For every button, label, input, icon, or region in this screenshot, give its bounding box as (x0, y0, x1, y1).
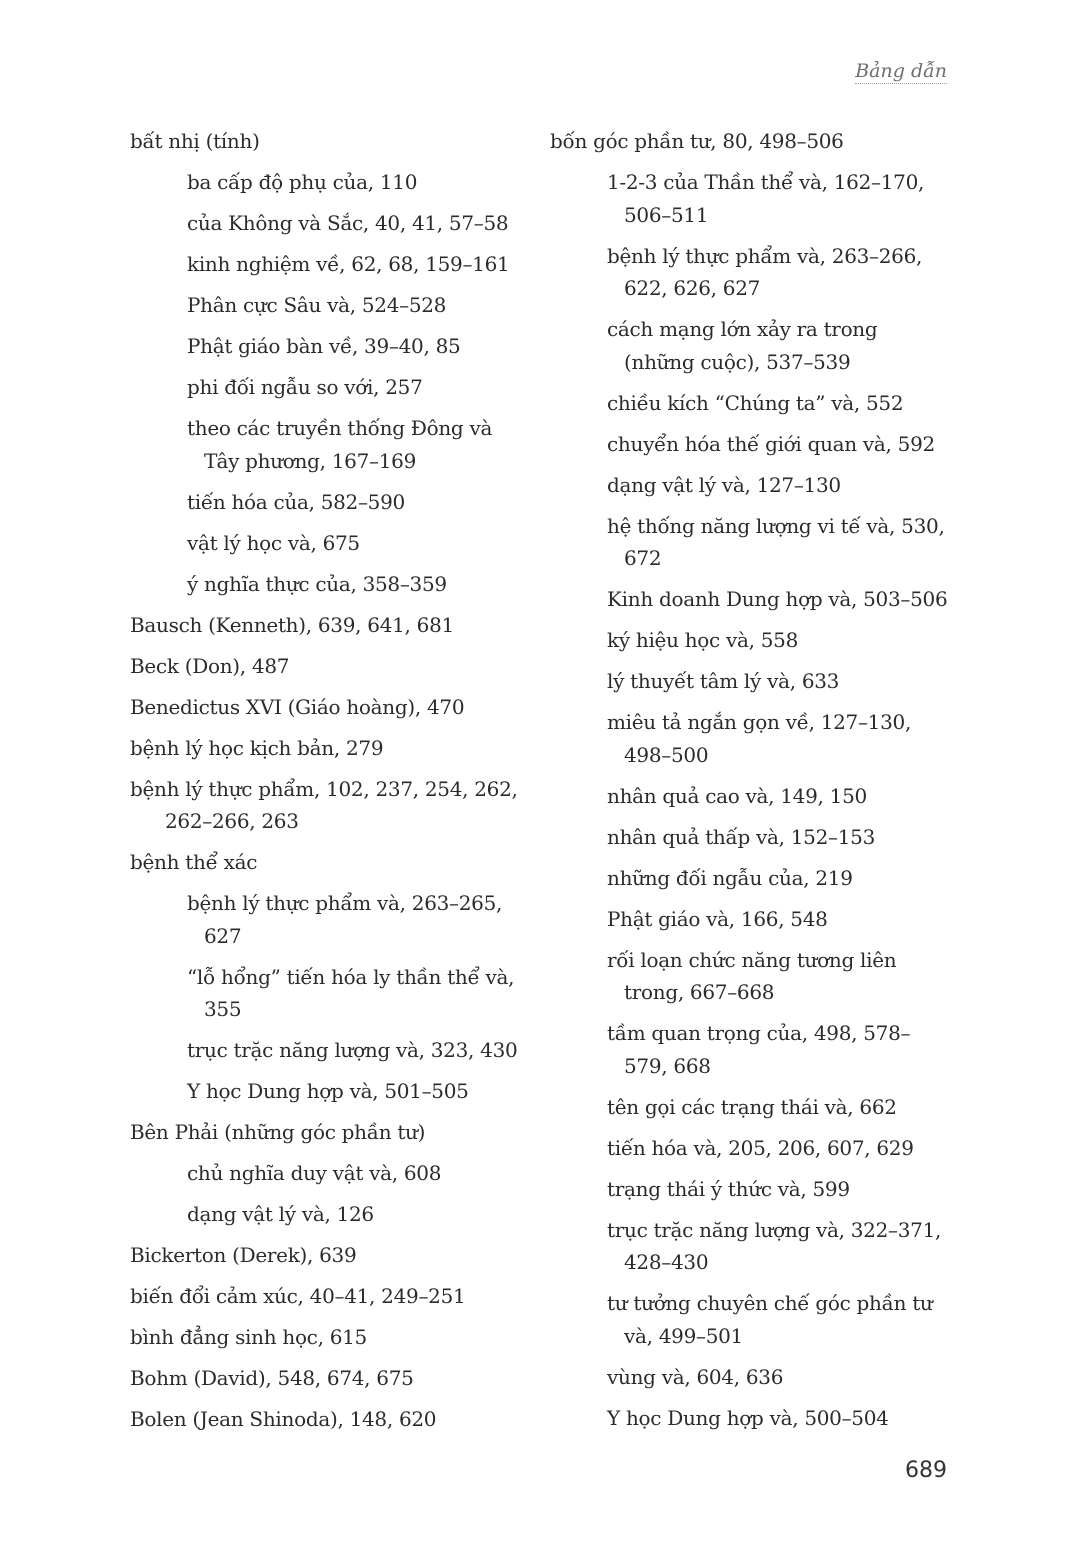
index-subentry: những đối ngẫu của, 219 (607, 865, 853, 890)
index-subentry: hệ thống năng lượng vi tế và, 530, 672 (607, 513, 945, 570)
index-entry: Bên Phải (những góc phần tư) (130, 1120, 426, 1144)
index-subentry: ký hiệu học và, 558 (607, 628, 799, 652)
index-entry: Bohm (David), 548, 674, 675 (130, 1366, 414, 1390)
index-subentry: tên gọi các trạng thái và, 662 (607, 1094, 897, 1119)
index-subentry: 1-2-3 của Thần thể và, 162–170, 506–511 (607, 170, 925, 227)
index-subentry: trục trặc năng lượng và, 323, 430 (187, 1038, 518, 1062)
index-subentry: ba cấp độ phụ của, 110 (187, 170, 418, 194)
index-entry: bất nhị (tính) (130, 129, 260, 153)
index-entry: biến đổi cảm xúc, 40–41, 249–251 (130, 1284, 466, 1308)
running-head: Bảng dẫn (855, 60, 947, 82)
index-subentry: rối loạn chức năng tương liên trong, 667–668 (607, 947, 897, 1004)
index-entry: bốn góc phần tư, 80, 498–506 (550, 129, 844, 153)
index-subentry: vật lý học và, 675 (187, 530, 360, 555)
index-subentry: vùng và, 604, 636 (607, 1364, 784, 1389)
index-subentry: Kinh doanh Dung hợp và, 503–506 (607, 587, 948, 611)
index-subentry: tầm quan trọng của, 498, 578–579, 668 (607, 1021, 911, 1078)
index-subentry: phi đối ngẫu so với, 257 (187, 375, 423, 399)
index-subentry: của Không và Sắc, 40, 41, 57–58 (187, 211, 509, 235)
index-subentry: Phật giáo bàn về, 39–40, 85 (187, 334, 461, 358)
index-subentry: nhân quả cao và, 149, 150 (607, 783, 867, 808)
index-entry: Bickerton (Derek), 639 (130, 1243, 357, 1267)
index-subentry: Phật giáo và, 166, 548 (607, 906, 828, 931)
index-subentry: ý nghĩa thực của, 358–359 (187, 571, 447, 596)
index-column-left (130, 125, 520, 1444)
index-subentry: tư tưởng chuyên chế góc phần tư và, 499–501 (607, 1291, 933, 1348)
index-subentry: cách mạng lớn xảy ra trong (những cuộc), 537–539 (607, 317, 878, 374)
page-number: 689 (905, 1458, 947, 1483)
index-subentry: trạng thái ý thức và, 599 (607, 1176, 850, 1201)
index-subentry: Phân cực Sâu và, 524–528 (187, 293, 447, 317)
index-subentry: chiều kích “Chúng ta” và, 552 (607, 390, 904, 415)
index-entry: Beck (Don), 487 (130, 653, 290, 678)
index-entry: bệnh lý học kịch bản, 279 (130, 735, 384, 760)
index-entry: Bolen (Jean Shinoda), 148, 620 (130, 1407, 437, 1431)
index-subentry: bệnh lý thực phẩm và, 263–265, 627 (187, 891, 503, 948)
index-subentry: nhân quả thấp và, 152–153 (607, 824, 876, 849)
index-subentry: dạng vật lý và, 126 (187, 1202, 374, 1226)
index-entry: Bausch (Kenneth), 639, 641, 681 (130, 612, 454, 637)
index-subentry: chuyển hóa thế giới quan và, 592 (607, 431, 935, 456)
index-entry: bệnh lý thực phẩm, 102, 237, 254, 262, 262–266, 263 (130, 776, 518, 833)
index-subentry: kinh nghiệm về, 62, 68, 159–161 (187, 252, 510, 276)
index-entry: bệnh thể xác (130, 850, 258, 874)
index-subentry: dạng vật lý và, 127–130 (607, 472, 841, 497)
index-subentry: theo các truyền thống Đông và Tây phương, 167–169 (187, 416, 493, 473)
index-subentry: bệnh lý thực phẩm và, 263–266, 622, 626, 627 (607, 243, 923, 300)
index-subentry: “lỗ hổng” tiến hóa ly thần thể và, 355 (187, 964, 515, 1021)
index-subentry: chủ nghĩa duy vật và, 608 (187, 1161, 442, 1185)
index-column-right (550, 125, 950, 1443)
index-subentry: Y học Dung hợp và, 501–505 (187, 1079, 469, 1103)
index-subentry: tiến hóa và, 205, 206, 607, 629 (607, 1135, 914, 1160)
index-entry: Benedictus XVI (Giáo hoàng), 470 (130, 694, 465, 719)
index-subentry: tiến hóa của, 582–590 (187, 489, 405, 514)
index-subentry: Y học Dung hợp và, 500–504 (607, 1405, 889, 1430)
index-subentry: trục trặc năng lượng và, 322–371, 428–430 (607, 1217, 942, 1274)
index-entry: bình đẳng sinh học, 615 (130, 1325, 367, 1349)
index-subentry: miêu tả ngắn gọn về, 127–130, 498–500 (607, 710, 912, 767)
index-subentry: lý thuyết tâm lý và, 633 (607, 669, 840, 693)
